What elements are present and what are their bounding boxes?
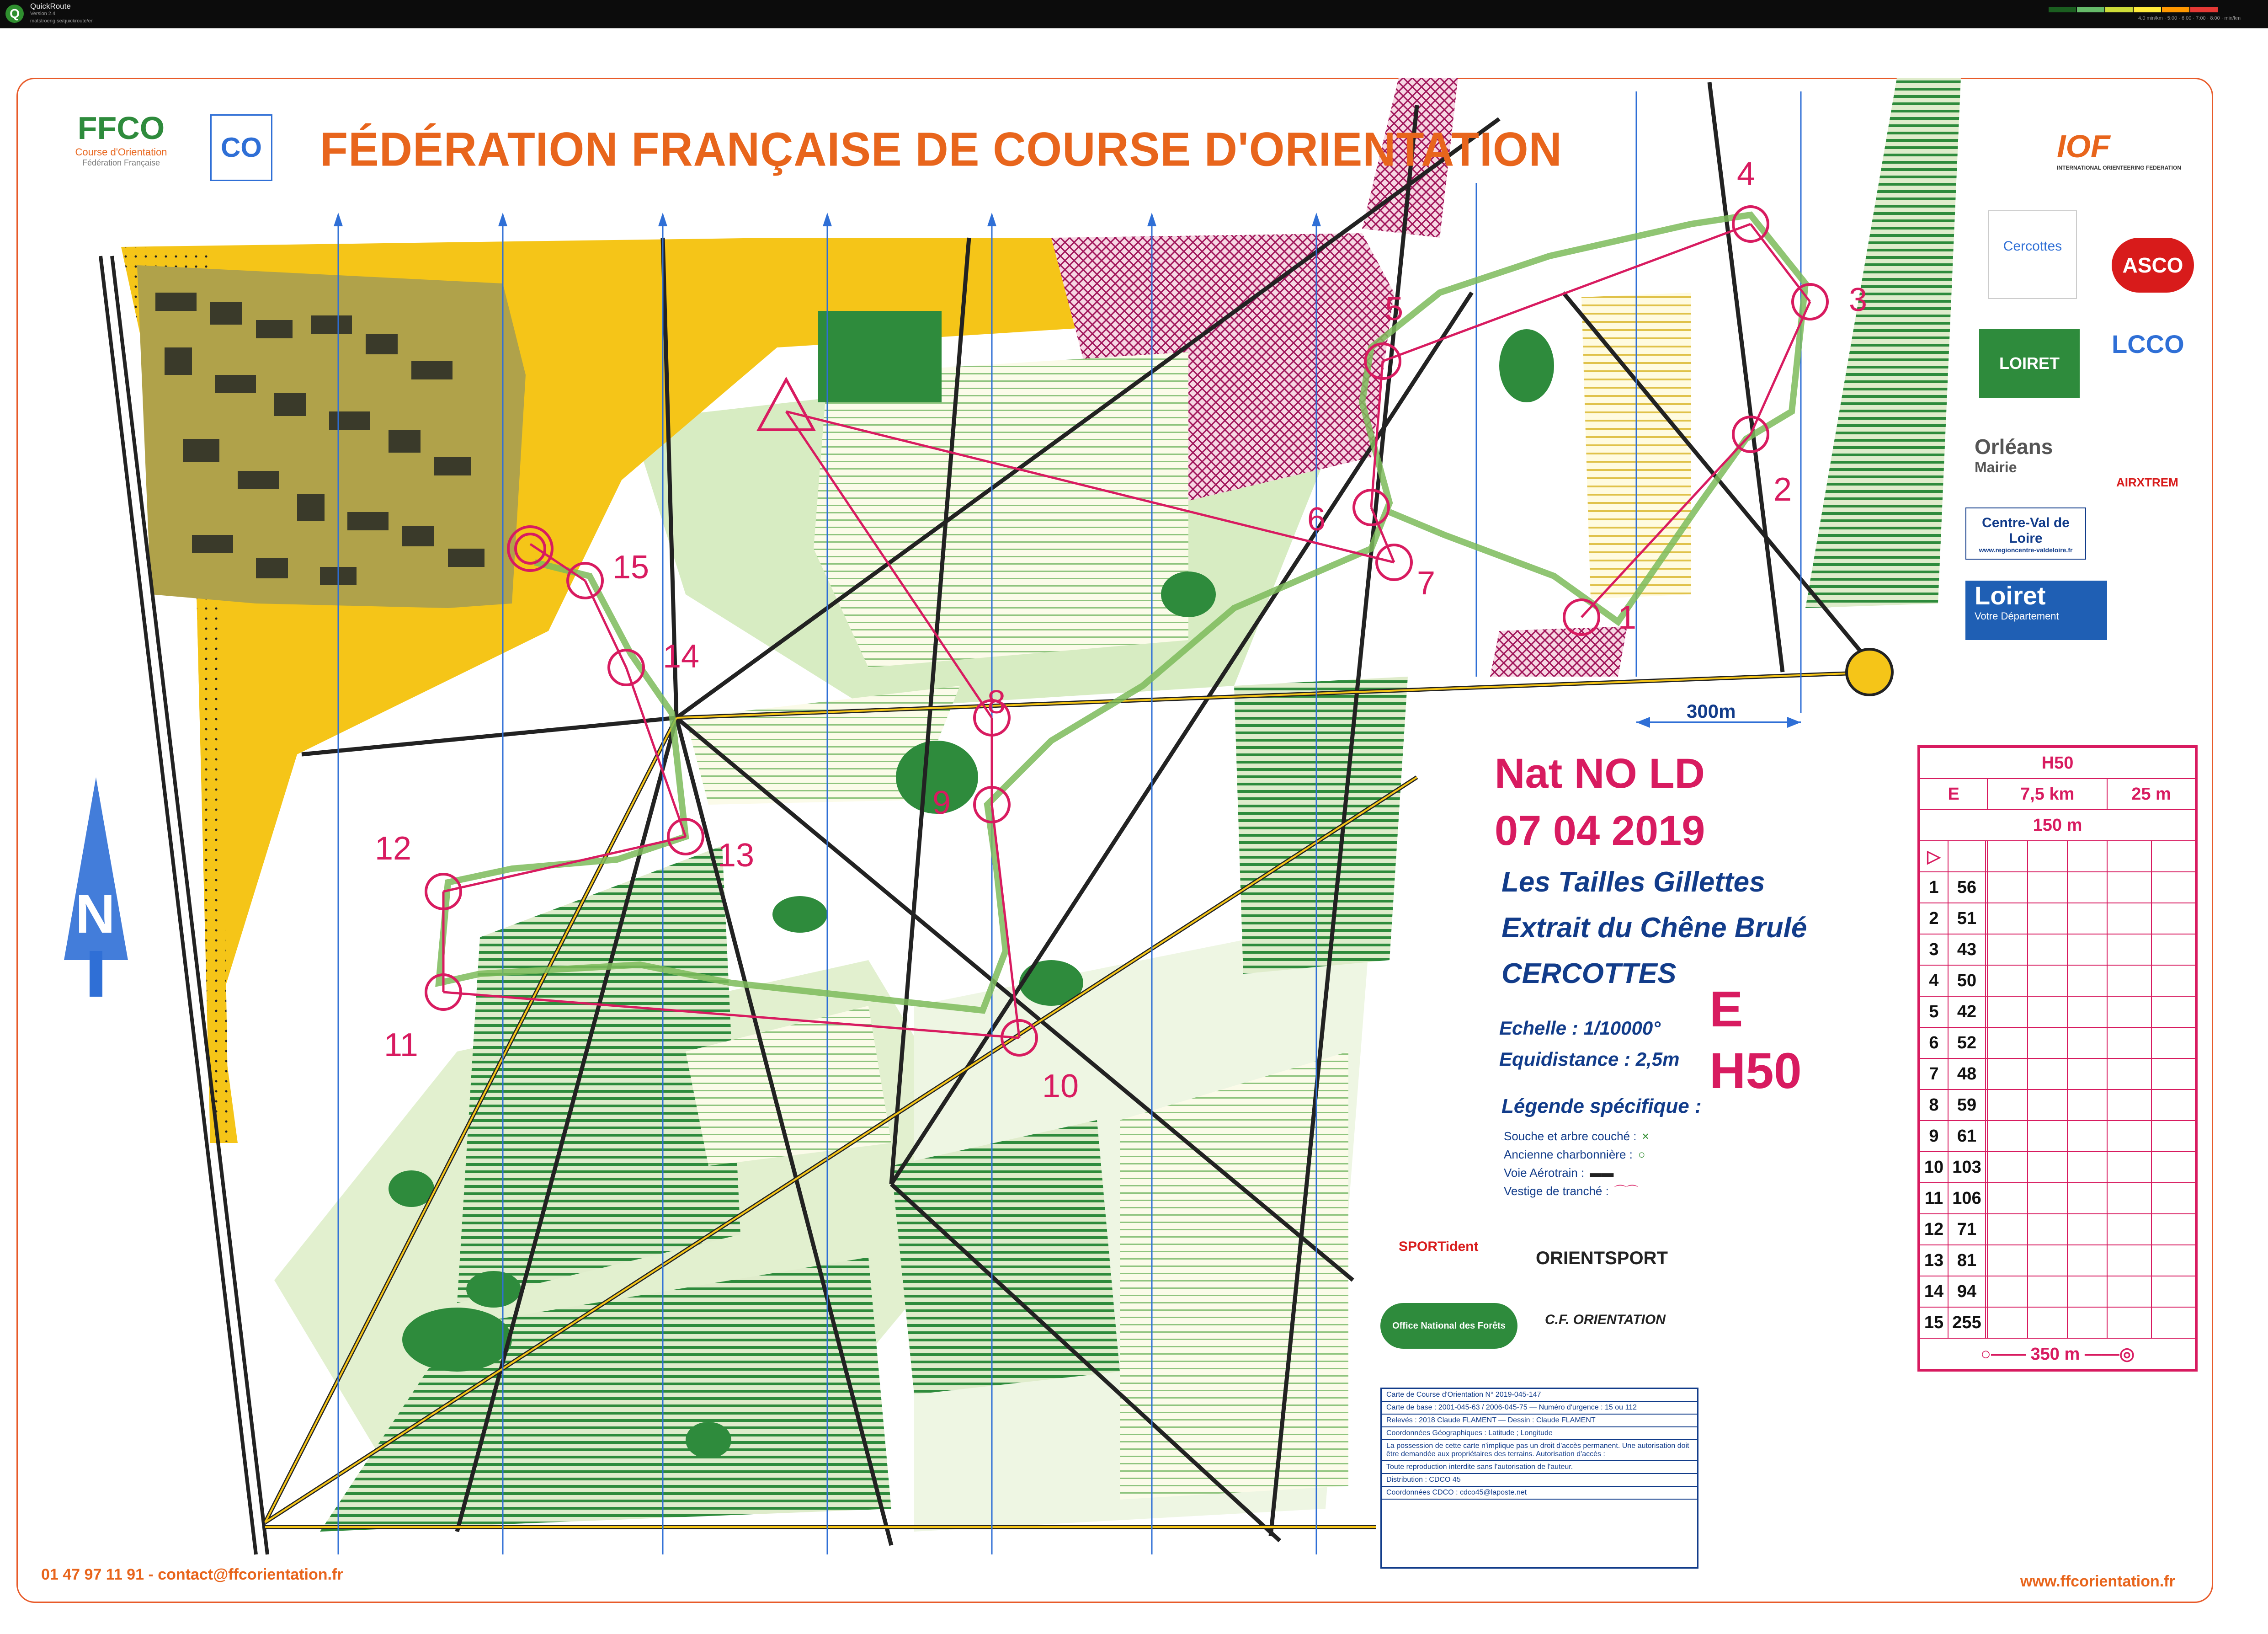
description-symbol-cell [2151, 996, 2195, 1027]
desc-finish-leg: ○—— 350 m ——◎ [1920, 1338, 2195, 1369]
description-symbol-cell [2151, 903, 2195, 934]
control-number: 3 [1849, 282, 1868, 318]
desc-length: 7,5 km [1987, 779, 2107, 810]
speed-scale-labels: 4.0 min/km · 5:00 · 6:00 · 7:00 · 8:00 · min/km [2138, 16, 2241, 21]
description-symbol-cell [2151, 1058, 2195, 1089]
description-control-code: 106 [1948, 1183, 1986, 1214]
description-symbol-cell [2028, 1027, 2067, 1058]
desc-category: E [1920, 779, 1987, 810]
desc-class: H50 [1920, 748, 2195, 779]
restricted-area [1490, 626, 1627, 677]
description-row [1920, 1121, 2195, 1152]
description-control-number: 8 [1920, 1089, 1948, 1121]
description-symbol-cell [2067, 1183, 2107, 1214]
description-symbol-cell [2067, 1121, 2107, 1152]
description-row [1920, 1027, 2195, 1058]
description-row [1920, 1245, 2195, 1276]
cdco-loiret-logo: LOIRET [1979, 329, 2080, 398]
description-symbol-cell [2067, 1152, 2107, 1183]
description-control-number: 4 [1920, 965, 1948, 996]
legend-item: Souche et arbre couché : × [1504, 1129, 1649, 1143]
description-symbol-cell [2067, 1058, 2107, 1089]
app-title: QuickRoute [30, 2, 71, 11]
description-symbol-cell [2067, 1245, 2107, 1276]
control-number: 10 [1042, 1068, 1079, 1105]
description-symbol-cell [1987, 1307, 2027, 1338]
plantation-area [891, 1120, 1120, 1394]
onf-logo: Office National des Forêts [1380, 1303, 1517, 1349]
description-control-number: 2 [1920, 903, 1948, 934]
description-control-number: 3 [1920, 934, 1948, 965]
footer-contact: 01 47 97 11 91 - contact@ffcorientation.fr [41, 1566, 343, 1583]
description-symbol-cell [2151, 872, 2195, 903]
description-symbol-cell [2028, 1183, 2067, 1214]
description-control-code: 51 [1948, 903, 1986, 934]
description-symbol-cell [2067, 965, 2107, 996]
description-control-code: 48 [1948, 1058, 1986, 1089]
description-symbol-cell [2107, 1027, 2151, 1058]
description-row [1920, 1183, 2195, 1214]
description-symbol-cell [2107, 1183, 2151, 1214]
north-arrowheads [334, 213, 1321, 226]
scale-bar [1636, 700, 1801, 728]
description-symbol-cell [1987, 1214, 2027, 1245]
app-version: Version 2.4 [30, 11, 56, 16]
description-symbol-cell [2067, 1214, 2107, 1245]
loiret-dept-logo: Loiret Votre Département [1965, 581, 2107, 640]
quickroute-app-icon: Q [5, 5, 24, 23]
description-symbol-cell [1987, 1276, 2027, 1307]
airxtrem-logo: AIRXTREM [2116, 475, 2178, 489]
description-control-code: 103 [1948, 1152, 1986, 1183]
description-symbol-cell [1987, 1183, 2027, 1214]
description-symbol-cell [2028, 1089, 2067, 1121]
description-row [1920, 996, 2195, 1027]
control-number: 2 [1773, 471, 1792, 508]
control-number: 9 [932, 785, 951, 821]
description-symbol-cell [1987, 1089, 2027, 1121]
description-symbol-cell [2107, 1245, 2151, 1276]
description-control-code: 43 [1948, 934, 1986, 965]
legend-item: Ancienne charbonnière : ○ [1504, 1148, 1645, 1161]
description-control-number: 13 [1920, 1245, 1948, 1276]
description-symbol-cell [2028, 903, 2067, 934]
description-symbol-cell [2107, 1089, 2151, 1121]
description-symbol-cell [1987, 1058, 2027, 1089]
description-symbol-cell [2067, 1276, 2107, 1307]
description-control-code: 255 [1948, 1307, 1986, 1338]
description-symbol-cell [2151, 965, 2195, 996]
control-number: 8 [987, 684, 1006, 721]
sportident-logo: SPORTident [1399, 1239, 1479, 1254]
description-symbol-cell [2067, 1027, 2107, 1058]
description-symbol-cell [2151, 1121, 2195, 1152]
region-centre-logo: Centre-Val de Loire www.regioncentre-valdeloire.fr [1965, 507, 2086, 560]
description-symbol-cell [2107, 996, 2151, 1027]
description-symbol-cell [1987, 965, 2027, 996]
control-number: 6 [1307, 501, 1326, 538]
roundabout [1847, 649, 1892, 695]
description-symbol-cell [2028, 1058, 2067, 1089]
description-symbol-cell [2107, 1152, 2151, 1183]
description-control-code: 42 [1948, 996, 1986, 1027]
control-number: 5 [1385, 291, 1404, 327]
description-row [1920, 1058, 2195, 1089]
control-number: 12 [375, 830, 412, 867]
description-row [1920, 872, 2195, 903]
lcco-logo: LCCO [2112, 330, 2184, 358]
description-symbol-cell [2067, 996, 2107, 1027]
description-symbol-cell [2028, 965, 2067, 996]
description-symbol-cell [2028, 1121, 2067, 1152]
description-control-number: 9 [1920, 1121, 1948, 1152]
description-symbol-cell [1987, 1152, 2027, 1183]
control-number: 4 [1737, 156, 1756, 192]
control-number: 1 [1618, 599, 1637, 636]
description-symbol-cell [1987, 934, 2027, 965]
description-control-code: 94 [1948, 1276, 1986, 1307]
description-control-code: 56 [1948, 872, 1986, 903]
description-row [1920, 934, 2195, 965]
description-symbol-cell [2028, 1307, 2067, 1338]
event-place: Les Tailles Gillettes Extrait du Chêne Brulé CERCOTTES [1501, 866, 1807, 989]
description-control-number: 14 [1920, 1276, 1948, 1307]
control-number: 11 [384, 1027, 418, 1063]
app-url: matstroeng.se/quickroute/en [30, 18, 94, 24]
description-row [1920, 1089, 2195, 1121]
description-control-code: 59 [1948, 1089, 1986, 1121]
scale-bar-label: 300m [1687, 700, 1736, 722]
footer-website: www.ffcorientation.fr [2020, 1573, 2175, 1590]
desc-start-leg: 150 m [1920, 810, 2195, 841]
description-symbol-cell [2107, 965, 2151, 996]
description-control-number: 6 [1920, 1027, 1948, 1058]
description-symbol-cell [2151, 1307, 2195, 1338]
description-symbol-cell [2151, 1245, 2195, 1276]
description-control-number: 1 [1920, 872, 1948, 903]
description-control-code: 61 [1948, 1121, 1986, 1152]
description-control-code: 50 [1948, 965, 1986, 996]
description-control-code: 52 [1948, 1027, 1986, 1058]
description-row [1920, 1276, 2195, 1307]
orientsport-logo: ORIENTSPORT [1536, 1248, 1668, 1268]
description-symbol-cell [2151, 1276, 2195, 1307]
description-control-number: 15 [1920, 1307, 1948, 1338]
control-number: 7 [1417, 565, 1436, 602]
description-control-number: 10 [1920, 1152, 1948, 1183]
plantation-area [1234, 677, 1408, 974]
description-symbol-cell [2067, 934, 2107, 965]
ffco-logo: FFCO Course d'Orientation Fédération Française [69, 110, 174, 183]
control-number: 14 [663, 638, 700, 675]
description-symbol-cell [2151, 1089, 2195, 1121]
co-runner-logo: CO [210, 114, 272, 181]
control-number: 15 [612, 549, 650, 586]
north-arrow-letter: N [75, 883, 115, 945]
description-control-code: 81 [1948, 1245, 1986, 1276]
legend-list [1504, 1127, 1649, 1200]
control-number: 13 [718, 837, 755, 874]
description-symbol-cell [2028, 1276, 2067, 1307]
description-symbol-cell [2107, 903, 2151, 934]
description-symbol-cell [2028, 872, 2067, 903]
description-symbol-cell [2067, 903, 2107, 934]
description-row [1920, 965, 2195, 996]
iof-logo: IOF INTERNATIONAL ORIENTEERING FEDERATION [2057, 128, 2182, 171]
description-symbol-cell [2107, 1121, 2151, 1152]
description-control-number: 11 [1920, 1183, 1948, 1214]
legend-item: Vestige de tranché : ⌒⌒ [1504, 1184, 1638, 1198]
map-info-box: Carte de Course d'Orientation N° 2019-045-147 Carte de base : 2001-045-63 / 2006-045-75 — Numéro d'urgence : 15 ou 112 Relevés : 2018 Claude FLAMENT — Dessin : Claude FLAMENT Coordonnées Géographiques : Latitude ; Longitude La possession de cette carte n'implique pas un droit d'accès permanent. Une autorisation doit être demandée aux propriétaires des terrains. Autorisation d'accès : Toute reproduction interdite sans l'autorisation de l'auteur. Distribution : CDCO 45 Coordonnées CDCO : cdco45@laposte.net [1380, 1388, 1698, 1569]
description-symbol-cell [2028, 1245, 2067, 1276]
event-title: Nat NO LD 07 04 2019 [1495, 750, 1705, 854]
description-symbol-cell [2151, 1152, 2195, 1183]
description-symbol-cell [2067, 872, 2107, 903]
description-symbol-cell [2067, 1089, 2107, 1121]
description-row [1920, 1214, 2195, 1245]
cercottes-logo: Cercottes [1988, 210, 2077, 299]
description-symbol-cell [1987, 903, 2027, 934]
description-symbol-cell [2028, 1152, 2067, 1183]
description-symbol-cell [2028, 996, 2067, 1027]
orleans-logo: Orléans Mairie [1975, 435, 2053, 475]
description-symbol-cell [2151, 1027, 2195, 1058]
map-scale-info: Echelle : 1/10000° Equidistance : 2,5m [1499, 1017, 1680, 1070]
description-symbol-cell [2067, 1307, 2107, 1338]
description-symbol-cell [2151, 1214, 2195, 1245]
description-symbol-cell [2151, 1183, 2195, 1214]
desc-climb: 25 m [2107, 779, 2195, 810]
description-symbol-cell [2107, 1058, 2151, 1089]
description-symbol-cell [2107, 872, 2151, 903]
description-symbol-cell [2028, 934, 2067, 965]
description-symbol-cell [1987, 1245, 2027, 1276]
description-row [1920, 903, 2195, 934]
description-control-number: 7 [1920, 1058, 1948, 1089]
legend-item: Voie Aérotrain : ▬▬ [1504, 1166, 1614, 1180]
description-symbol-cell [1987, 1121, 2027, 1152]
description-symbol-cell [2028, 1214, 2067, 1245]
description-symbol-cell [1987, 872, 2027, 903]
control-description-sheet: H50 E 7,5 km 25 m 150 m ▷ 1 56 2 51 3 43 4 50 5 42 6 52 7 48 8 59 9 61 10 103 11 106 12 71 13 81 14 94 15 255 ○—— 350 m ——◎ [1917, 745, 2198, 1372]
legend-title: Légende spécifique : [1501, 1095, 1702, 1117]
description-symbol-cell [2107, 1276, 2151, 1307]
description-row [1920, 1307, 2195, 1338]
description-symbol-cell [2107, 1307, 2151, 1338]
description-symbol-cell [2151, 934, 2195, 965]
asco-logo: ASCO [2112, 238, 2194, 293]
description-symbol-cell [2107, 934, 2151, 965]
event-class: E H50 [1709, 981, 1802, 1099]
description-symbol-cell [1987, 1027, 2027, 1058]
description-control-number: 5 [1920, 996, 1948, 1027]
federation-title: FÉDÉRATION FRANÇAISE DE COURSE D'ORIENTATION [320, 123, 1562, 176]
description-control-number: 12 [1920, 1214, 1948, 1245]
description-control-code: 71 [1948, 1214, 1986, 1245]
cf-orientation-logo: C.F. ORIENTATION [1545, 1312, 1666, 1327]
description-row [1920, 1152, 2195, 1183]
description-symbol-cell [2107, 1214, 2151, 1245]
description-symbol-cell [1987, 996, 2027, 1027]
